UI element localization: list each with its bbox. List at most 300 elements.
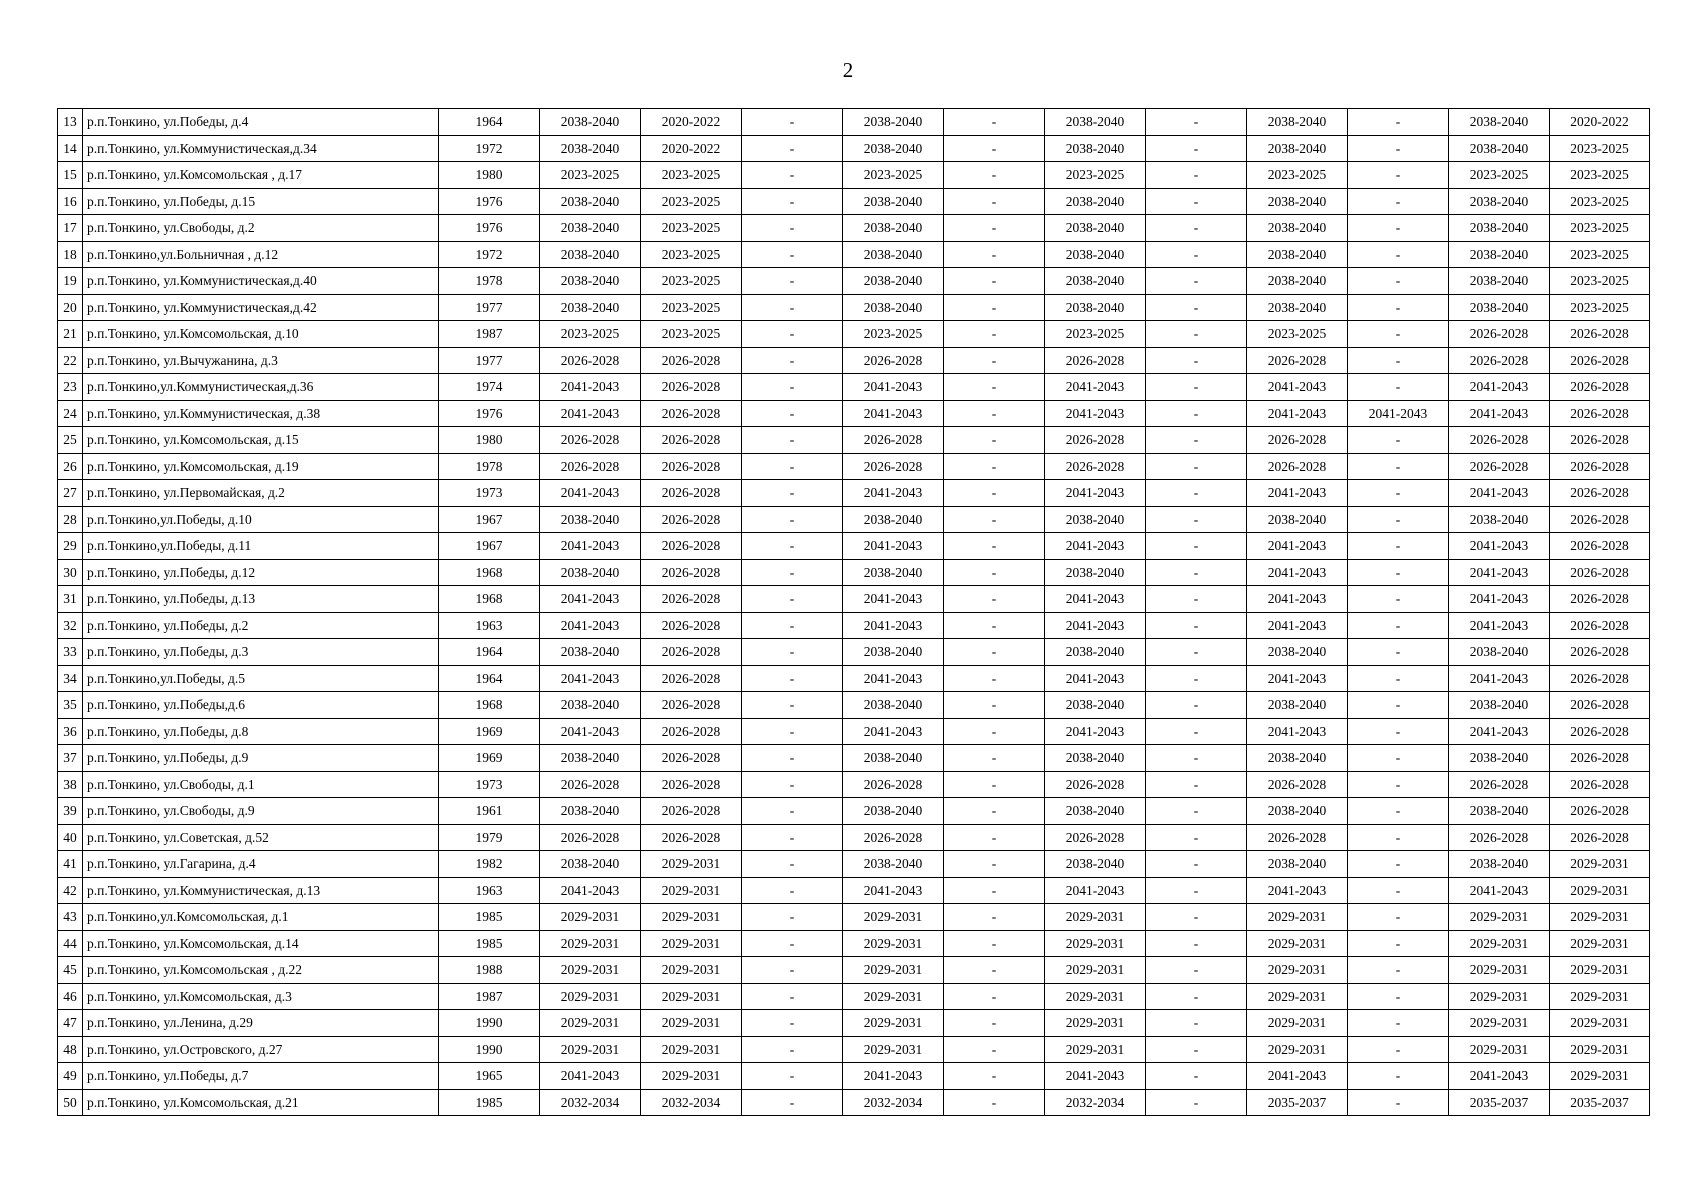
period-cell: 2041-2043: [540, 400, 641, 427]
row-number-cell: 43: [58, 904, 83, 931]
period-cell: 2041-2043: [1045, 718, 1146, 745]
period-cell: 2038-2040: [1045, 294, 1146, 321]
address-cell: р.п.Тонкино, ул.Советская, д.52: [83, 824, 439, 851]
period-cell: 2026-2028: [1449, 427, 1550, 454]
period-cell: 2041-2043: [1247, 877, 1348, 904]
period-cell: 2029-2031: [1045, 1010, 1146, 1037]
address-cell: р.п.Тонкино, ул.Победы, д.4: [83, 109, 439, 136]
address-cell: р.п.Тонкино, ул.Свободы, д.2: [83, 215, 439, 242]
period-cell: -: [1146, 983, 1247, 1010]
period-cell: 2041-2043: [1449, 559, 1550, 586]
address-cell: р.п.Тонкино,ул.Комсомольская, д.1: [83, 904, 439, 931]
period-cell: -: [944, 188, 1045, 215]
period-cell: 2023-2025: [843, 321, 944, 348]
table-row: [58, 983, 1650, 1010]
year-built-cell: 1973: [439, 480, 540, 507]
period-cell: 2041-2043: [1449, 665, 1550, 692]
period-cell: 2032-2034: [641, 1089, 742, 1116]
period-cell: 2026-2028: [1550, 374, 1650, 401]
period-cell: 2038-2040: [1045, 268, 1146, 295]
period-cell: 2029-2031: [1045, 957, 1146, 984]
period-cell: -: [1146, 321, 1247, 348]
period-cell: -: [1146, 930, 1247, 957]
table-row: [58, 162, 1650, 189]
period-cell: 2029-2031: [641, 1010, 742, 1037]
year-built-cell: 1990: [439, 1036, 540, 1063]
year-built-cell: 1964: [439, 665, 540, 692]
period-cell: 2029-2031: [1247, 1010, 1348, 1037]
period-cell: -: [944, 347, 1045, 374]
address-cell: р.п.Тонкино, ул.Свободы, д.9: [83, 798, 439, 825]
row-number-cell: 15: [58, 162, 83, 189]
period-cell: 2041-2043: [540, 586, 641, 613]
period-cell: -: [742, 241, 843, 268]
period-cell: 2041-2043: [1449, 400, 1550, 427]
period-cell: 2038-2040: [1247, 639, 1348, 666]
period-cell: 2038-2040: [540, 294, 641, 321]
address-cell: р.п.Тонкино, ул.Победы, д.15: [83, 188, 439, 215]
period-cell: -: [944, 904, 1045, 931]
row-number-cell: 44: [58, 930, 83, 957]
table-row: [58, 321, 1650, 348]
period-cell: 2026-2028: [641, 347, 742, 374]
period-cell: 2029-2031: [641, 904, 742, 931]
period-cell: 2041-2043: [1449, 718, 1550, 745]
period-cell: 2041-2043: [1045, 612, 1146, 639]
period-cell: 2026-2028: [1247, 347, 1348, 374]
period-cell: 2029-2031: [540, 904, 641, 931]
period-cell: -: [944, 957, 1045, 984]
period-cell: 2026-2028: [1449, 771, 1550, 798]
period-cell: -: [1146, 692, 1247, 719]
period-cell: -: [944, 771, 1045, 798]
period-cell: -: [1146, 268, 1247, 295]
period-cell: 2026-2028: [641, 798, 742, 825]
period-cell: 2029-2031: [843, 957, 944, 984]
period-cell: -: [1146, 506, 1247, 533]
period-cell: 2038-2040: [1045, 639, 1146, 666]
period-cell: 2023-2025: [1045, 321, 1146, 348]
period-cell: 2038-2040: [1045, 851, 1146, 878]
row-number-cell: 49: [58, 1063, 83, 1090]
period-cell: 2038-2040: [1247, 215, 1348, 242]
year-built-cell: 1987: [439, 983, 540, 1010]
period-cell: -: [742, 586, 843, 613]
period-cell: 2038-2040: [1449, 135, 1550, 162]
row-number-cell: 18: [58, 241, 83, 268]
period-cell: -: [742, 877, 843, 904]
year-built-cell: 1976: [439, 188, 540, 215]
address-cell: р.п.Тонкино, ул.Первомайская, д.2: [83, 480, 439, 507]
period-cell: -: [742, 400, 843, 427]
period-cell: 2026-2028: [641, 453, 742, 480]
table-row: [58, 930, 1650, 957]
period-cell: -: [944, 162, 1045, 189]
period-cell: 2029-2031: [540, 983, 641, 1010]
period-cell: 2029-2031: [1550, 957, 1650, 984]
period-cell: 2026-2028: [641, 639, 742, 666]
address-cell: р.п.Тонкино, ул.Комсомольская, д.14: [83, 930, 439, 957]
period-cell: 2038-2040: [1449, 851, 1550, 878]
period-cell: -: [1146, 109, 1247, 136]
row-number-cell: 48: [58, 1036, 83, 1063]
year-built-cell: 1969: [439, 745, 540, 772]
period-cell: 2041-2043: [540, 1063, 641, 1090]
period-cell: 2026-2028: [1550, 718, 1650, 745]
year-built-cell: 1963: [439, 612, 540, 639]
period-cell: 2026-2028: [641, 692, 742, 719]
period-cell: 2023-2025: [1550, 188, 1650, 215]
period-cell: 2038-2040: [843, 109, 944, 136]
period-cell: 2026-2028: [1550, 506, 1650, 533]
row-number-cell: 21: [58, 321, 83, 348]
row-number-cell: 27: [58, 480, 83, 507]
period-cell: 2038-2040: [1247, 135, 1348, 162]
address-cell: р.п.Тонкино, ул.Свободы, д.1: [83, 771, 439, 798]
period-cell: -: [742, 639, 843, 666]
period-cell: -: [944, 241, 1045, 268]
period-cell: 2041-2043: [1247, 612, 1348, 639]
year-built-cell: 1987: [439, 321, 540, 348]
period-cell: -: [1146, 1036, 1247, 1063]
period-cell: -: [742, 1036, 843, 1063]
period-cell: 2038-2040: [1449, 639, 1550, 666]
period-cell: 2029-2031: [641, 877, 742, 904]
period-cell: 2041-2043: [1247, 665, 1348, 692]
period-cell: -: [742, 718, 843, 745]
period-cell: 2029-2031: [1550, 877, 1650, 904]
period-cell: -: [1348, 480, 1449, 507]
table-row: [58, 639, 1650, 666]
period-cell: 2029-2031: [1449, 1036, 1550, 1063]
period-cell: -: [1348, 1036, 1449, 1063]
period-cell: 2038-2040: [1449, 109, 1550, 136]
period-cell: 2020-2022: [1550, 109, 1650, 136]
table-row: [58, 241, 1650, 268]
period-cell: 2038-2040: [540, 639, 641, 666]
period-cell: 2038-2040: [1045, 241, 1146, 268]
period-cell: -: [742, 983, 843, 1010]
period-cell: -: [1146, 718, 1247, 745]
period-cell: 2026-2028: [641, 586, 742, 613]
year-built-cell: 1965: [439, 1063, 540, 1090]
row-number-cell: 24: [58, 400, 83, 427]
period-cell: -: [742, 692, 843, 719]
table-row: [58, 427, 1650, 454]
period-cell: 2041-2043: [843, 1063, 944, 1090]
period-cell: 2041-2043: [843, 374, 944, 401]
period-cell: -: [944, 718, 1045, 745]
table-row: [58, 1036, 1650, 1063]
period-cell: -: [742, 321, 843, 348]
period-cell: -: [1348, 374, 1449, 401]
period-cell: -: [944, 453, 1045, 480]
period-cell: -: [1146, 665, 1247, 692]
period-cell: 2035-2037: [1247, 1089, 1348, 1116]
period-cell: 2026-2028: [1449, 347, 1550, 374]
period-cell: -: [1348, 321, 1449, 348]
period-cell: 2041-2043: [1247, 400, 1348, 427]
period-cell: -: [1348, 718, 1449, 745]
period-cell: 2026-2028: [1550, 427, 1650, 454]
table-row: [58, 559, 1650, 586]
period-cell: 2023-2025: [843, 162, 944, 189]
row-number-cell: 19: [58, 268, 83, 295]
period-cell: 2038-2040: [540, 215, 641, 242]
period-cell: 2038-2040: [540, 109, 641, 136]
year-built-cell: 1963: [439, 877, 540, 904]
period-cell: 2029-2031: [1550, 983, 1650, 1010]
period-cell: 2038-2040: [1045, 692, 1146, 719]
period-cell: -: [1146, 559, 1247, 586]
period-cell: 2029-2031: [540, 930, 641, 957]
address-cell: р.п.Тонкино, ул.Коммунистическая,д.40: [83, 268, 439, 295]
table-row: [58, 824, 1650, 851]
period-cell: -: [1348, 904, 1449, 931]
period-cell: 2041-2043: [1045, 586, 1146, 613]
period-cell: 2038-2040: [1247, 798, 1348, 825]
row-number-cell: 50: [58, 1089, 83, 1116]
year-built-cell: 1968: [439, 559, 540, 586]
period-cell: 2038-2040: [540, 268, 641, 295]
period-cell: 2038-2040: [843, 506, 944, 533]
period-cell: -: [1146, 1063, 1247, 1090]
address-cell: р.п.Тонкино, ул.Коммунистическая, д.13: [83, 877, 439, 904]
table-row: [58, 1063, 1650, 1090]
period-cell: 2041-2043: [540, 533, 641, 560]
period-cell: 2029-2031: [1550, 1010, 1650, 1037]
year-built-cell: 1967: [439, 533, 540, 560]
period-cell: -: [1348, 427, 1449, 454]
period-cell: -: [944, 427, 1045, 454]
period-cell: -: [1146, 639, 1247, 666]
year-built-cell: 1964: [439, 639, 540, 666]
year-built-cell: 1982: [439, 851, 540, 878]
period-cell: 2038-2040: [1449, 241, 1550, 268]
period-cell: 2038-2040: [1045, 745, 1146, 772]
period-cell: 2041-2043: [843, 480, 944, 507]
year-built-cell: 1978: [439, 453, 540, 480]
period-cell: 2041-2043: [1247, 533, 1348, 560]
period-cell: 2023-2025: [1247, 321, 1348, 348]
period-cell: -: [944, 798, 1045, 825]
period-cell: 2026-2028: [1550, 533, 1650, 560]
period-cell: 2023-2025: [1550, 268, 1650, 295]
year-built-cell: 1990: [439, 1010, 540, 1037]
period-cell: -: [1146, 188, 1247, 215]
row-number-cell: 46: [58, 983, 83, 1010]
period-cell: -: [944, 215, 1045, 242]
period-cell: -: [944, 400, 1045, 427]
period-cell: 2023-2025: [641, 162, 742, 189]
period-cell: 2041-2043: [843, 665, 944, 692]
year-built-cell: 1980: [439, 427, 540, 454]
table-row: [58, 400, 1650, 427]
period-cell: -: [944, 745, 1045, 772]
year-built-cell: 1967: [439, 506, 540, 533]
period-cell: 2038-2040: [1247, 506, 1348, 533]
period-cell: -: [1348, 241, 1449, 268]
period-cell: 2038-2040: [1449, 506, 1550, 533]
period-cell: -: [1146, 612, 1247, 639]
period-cell: -: [944, 321, 1045, 348]
period-cell: 2023-2025: [641, 188, 742, 215]
period-cell: 2038-2040: [1247, 109, 1348, 136]
period-cell: -: [944, 506, 1045, 533]
period-cell: 2026-2028: [843, 347, 944, 374]
row-number-cell: 36: [58, 718, 83, 745]
period-cell: -: [1348, 1089, 1449, 1116]
period-cell: 2026-2028: [1550, 453, 1650, 480]
period-cell: -: [1348, 268, 1449, 295]
period-cell: -: [742, 1010, 843, 1037]
period-cell: 2035-2037: [1449, 1089, 1550, 1116]
period-cell: -: [1146, 533, 1247, 560]
period-cell: 2029-2031: [540, 1036, 641, 1063]
period-cell: -: [1348, 162, 1449, 189]
period-cell: -: [944, 851, 1045, 878]
period-cell: -: [1146, 427, 1247, 454]
period-cell: -: [944, 374, 1045, 401]
row-number-cell: 28: [58, 506, 83, 533]
period-cell: -: [1146, 453, 1247, 480]
period-cell: 2041-2043: [1449, 533, 1550, 560]
period-cell: -: [1146, 135, 1247, 162]
period-cell: -: [1348, 639, 1449, 666]
period-cell: -: [1146, 957, 1247, 984]
table-row: [58, 957, 1650, 984]
address-cell: р.п.Тонкино, ул.Коммунистическая,д.42: [83, 294, 439, 321]
period-cell: 2041-2043: [540, 374, 641, 401]
period-cell: -: [1348, 1063, 1449, 1090]
period-cell: -: [1146, 215, 1247, 242]
row-number-cell: 37: [58, 745, 83, 772]
period-cell: 2026-2028: [1449, 824, 1550, 851]
table-row: [58, 771, 1650, 798]
period-cell: 2026-2028: [540, 427, 641, 454]
period-cell: 2029-2031: [1550, 1063, 1650, 1090]
period-cell: -: [944, 692, 1045, 719]
table-row: [58, 188, 1650, 215]
period-cell: 2023-2025: [1550, 241, 1650, 268]
housing-repair-schedule-table: [57, 108, 1650, 1116]
period-cell: 2041-2043: [1449, 586, 1550, 613]
period-cell: 2026-2028: [843, 771, 944, 798]
period-cell: 2038-2040: [1449, 798, 1550, 825]
period-cell: 2026-2028: [641, 665, 742, 692]
period-cell: 2023-2025: [540, 321, 641, 348]
period-cell: -: [1348, 665, 1449, 692]
year-built-cell: 1973: [439, 771, 540, 798]
period-cell: 2041-2043: [1449, 1063, 1550, 1090]
period-cell: 2023-2025: [1550, 215, 1650, 242]
period-cell: 2038-2040: [1449, 188, 1550, 215]
period-cell: 2029-2031: [540, 957, 641, 984]
period-cell: 2041-2043: [1449, 374, 1550, 401]
period-cell: -: [1348, 188, 1449, 215]
period-cell: 2041-2043: [1045, 480, 1146, 507]
period-cell: 2038-2040: [1247, 268, 1348, 295]
period-cell: -: [742, 374, 843, 401]
year-built-cell: 1977: [439, 347, 540, 374]
period-cell: 2038-2040: [540, 798, 641, 825]
period-cell: 2041-2043: [843, 533, 944, 560]
period-cell: -: [742, 745, 843, 772]
row-number-cell: 34: [58, 665, 83, 692]
period-cell: 2041-2043: [1247, 480, 1348, 507]
row-number-cell: 23: [58, 374, 83, 401]
address-cell: р.п.Тонкино,ул.Коммунистическая,д.36: [83, 374, 439, 401]
period-cell: 2026-2028: [843, 824, 944, 851]
period-cell: 2026-2028: [540, 771, 641, 798]
address-cell: р.п.Тонкино, ул.Коммунистическая,д.34: [83, 135, 439, 162]
year-built-cell: 1976: [439, 215, 540, 242]
period-cell: 2026-2028: [1550, 824, 1650, 851]
period-cell: -: [742, 824, 843, 851]
period-cell: -: [1348, 453, 1449, 480]
period-cell: 2041-2043: [1247, 718, 1348, 745]
period-cell: 2038-2040: [540, 851, 641, 878]
row-number-cell: 25: [58, 427, 83, 454]
period-cell: 2038-2040: [1045, 109, 1146, 136]
period-cell: 2038-2040: [1247, 188, 1348, 215]
table-row: [58, 347, 1650, 374]
year-built-cell: 1985: [439, 904, 540, 931]
period-cell: 2023-2025: [641, 215, 742, 242]
address-cell: р.п.Тонкино, ул.Комсомольская, д.10: [83, 321, 439, 348]
period-cell: -: [1146, 745, 1247, 772]
period-cell: -: [944, 1089, 1045, 1116]
period-cell: 2026-2028: [641, 718, 742, 745]
period-cell: 2026-2028: [843, 427, 944, 454]
period-cell: 2029-2031: [1449, 904, 1550, 931]
address-cell: р.п.Тонкино, ул.Комсомольская, д.3: [83, 983, 439, 1010]
period-cell: 2026-2028: [1045, 427, 1146, 454]
period-cell: -: [1146, 851, 1247, 878]
table-row: [58, 215, 1650, 242]
period-cell: 2032-2034: [1045, 1089, 1146, 1116]
period-cell: 2041-2043: [843, 586, 944, 613]
period-cell: -: [742, 480, 843, 507]
period-cell: -: [1146, 400, 1247, 427]
period-cell: -: [1146, 347, 1247, 374]
row-number-cell: 45: [58, 957, 83, 984]
period-cell: 2038-2040: [1449, 268, 1550, 295]
period-cell: -: [1348, 930, 1449, 957]
period-cell: -: [1146, 241, 1247, 268]
period-cell: 2038-2040: [843, 692, 944, 719]
table-row: [58, 718, 1650, 745]
period-cell: 2041-2043: [1449, 480, 1550, 507]
period-cell: -: [742, 665, 843, 692]
row-number-cell: 31: [58, 586, 83, 613]
period-cell: -: [742, 188, 843, 215]
period-cell: 2038-2040: [843, 188, 944, 215]
period-cell: -: [944, 135, 1045, 162]
period-cell: 2026-2028: [641, 427, 742, 454]
year-built-cell: 1985: [439, 930, 540, 957]
row-number-cell: 47: [58, 1010, 83, 1037]
period-cell: 2038-2040: [540, 506, 641, 533]
period-cell: 2026-2028: [1550, 347, 1650, 374]
period-cell: 2020-2022: [641, 109, 742, 136]
period-cell: -: [1348, 877, 1449, 904]
address-cell: р.п.Тонкино, ул.Комсомольская, д.21: [83, 1089, 439, 1116]
period-cell: -: [944, 559, 1045, 586]
period-cell: 2029-2031: [1550, 930, 1650, 957]
period-cell: 2029-2031: [1247, 957, 1348, 984]
year-built-cell: 1988: [439, 957, 540, 984]
